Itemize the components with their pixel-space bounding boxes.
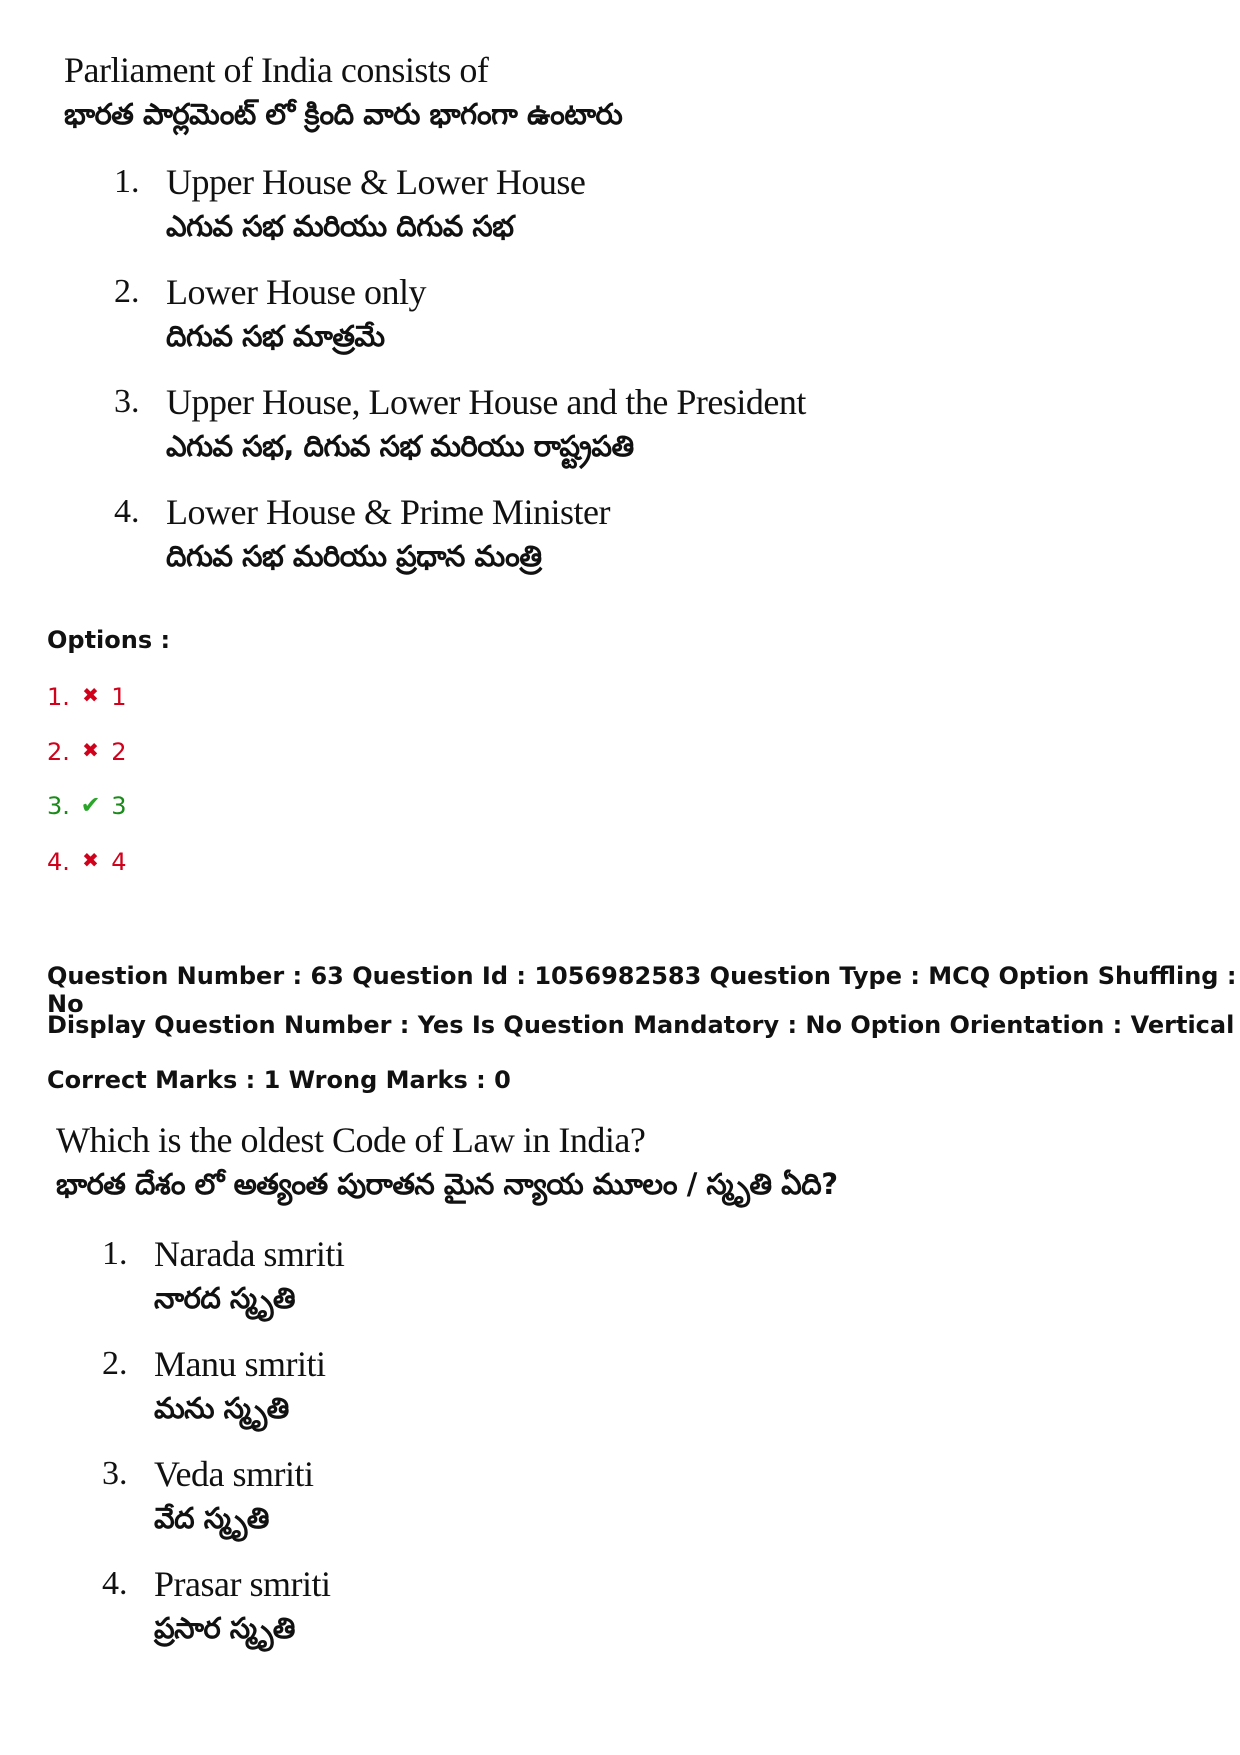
question-stem-telugu: భారత పార్లమెంట్ లో క్రింది వారు భాగంగా ఉంటారు [64,97,623,131]
choice-telugu: మను స్మృతి [154,1391,289,1425]
choice-telugu: ప్రసార స్మృతి [154,1611,295,1645]
choice-number: 1. [114,163,140,200]
choice-telugu: ఎగువ సభ మరియు దిగువ సభ [166,209,514,243]
choice-number: 4. [102,1565,128,1602]
question-stem-english: Which is the oldest Code of Law in India? [56,1120,646,1160]
check-icon: ✔ [80,791,101,819]
option-item-2 [47,735,126,767]
option-item-3 [47,790,126,821]
choice-number: 2. [102,1345,128,1382]
cross-icon: ✖ [82,848,99,872]
choice-item [114,490,964,578]
options-label: Options : [47,626,171,654]
choice-english: Manu smriti [154,1344,326,1384]
choice-number: 2. [114,273,140,310]
choice-item [102,1232,956,1320]
question-meta-line-1: Question Number : 63 Question Id : 1056982583 Question Type : MCQ Option Shuffling : No [47,962,1237,1018]
option-value: 3 [111,792,127,820]
choice-number: 3. [102,1455,128,1492]
choice-english: Upper House & Lower House [166,162,586,202]
question-stem-telugu: భారత దేశం లో అత్యంత పురాతన మైన న్యాయ మూలం / స్మృతి ఏది? [56,1167,838,1201]
cross-icon: ✖ [82,738,99,762]
choice-telugu: దిగువ సభ మాత్రమే [166,319,385,353]
choice-item [102,1562,956,1650]
question-meta-line-2: Display Question Number : Yes Is Question Mandatory : No Option Orientation : Vertical [47,1011,1235,1039]
option-value: 4 [111,848,127,876]
choice-item [102,1342,956,1430]
choice-telugu: దిగువ సభ మరియు ప్రధాన మంత్రి [166,539,542,573]
option-value: 1 [111,683,127,711]
option-index: 2. [47,738,70,766]
option-index: 4. [47,848,70,876]
choice-english: Veda smriti [154,1454,314,1494]
cross-icon: ✖ [82,683,99,707]
choice-telugu: నారద స్మృతి [154,1281,296,1315]
question-meta-line-3: Correct Marks : 1 Wrong Marks : 0 [47,1066,511,1094]
choice-item [114,160,964,248]
choice-item [114,270,964,358]
question-stem-english: Parliament of India consists of [64,50,489,90]
choice-english: Lower House & Prime Minister [166,492,610,532]
choice-telugu: వేద స్మృతి [154,1501,269,1535]
option-item-4 [47,845,126,877]
choice-number: 4. [114,493,140,530]
choice-english: Prasar smriti [154,1564,331,1604]
choice-english: Lower House only [166,272,426,312]
option-index: 3. [47,792,70,820]
option-index: 1. [47,683,70,711]
choice-item [102,1452,956,1540]
choice-telugu: ఎగువ సభ, దిగువ సభ మరియు రాష్ట్రపతి [166,429,634,463]
choice-number: 3. [114,383,140,420]
question-62-image [64,48,964,578]
choice-item [114,380,964,468]
option-value: 2 [111,738,127,766]
choice-english: Narada smriti [154,1234,345,1274]
question-63-image [56,1118,956,1650]
choice-english: Upper House, Lower House and the President [166,382,806,422]
choice-number: 1. [102,1235,128,1272]
option-item-1 [47,680,126,712]
